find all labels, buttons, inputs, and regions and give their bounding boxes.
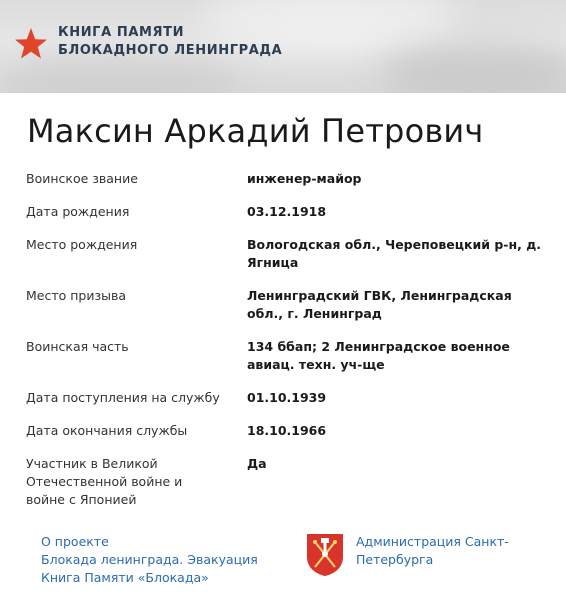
fact-label: Воинское звание xyxy=(26,171,138,186)
site-title-line1: КНИГА ПАМЯТИ xyxy=(58,25,185,40)
fact-value: инженер-майор xyxy=(247,171,362,186)
fact-value: 01.10.1939 xyxy=(247,390,327,405)
footer-link-memory-book[interactable]: Книга Памяти «Блокада» xyxy=(41,570,209,585)
person-name: Максин Аркадий Петрович xyxy=(27,112,484,150)
admin-spb-link[interactable]: Администрация Санкт-Петербурга xyxy=(356,534,509,567)
site-title-line2: БЛОКАДНОГО ЛЕНИНГРАДА xyxy=(58,43,283,58)
fact-value: 134 ббап; 2 Ленинградское военное авиац. техн. уч-ще xyxy=(247,339,510,372)
fact-label: Воинская часть xyxy=(26,339,129,354)
fact-label: Дата рождения xyxy=(26,204,130,219)
red-star-icon[interactable] xyxy=(14,27,48,61)
fact-value: Да xyxy=(247,456,267,471)
fact-value: Ленинградский ГВК, Ленинградская обл., г. Ленинград xyxy=(247,288,512,321)
footer-nav xyxy=(41,533,258,587)
spb-coat-of-arms-icon[interactable] xyxy=(306,533,344,577)
site-title-link[interactable] xyxy=(58,24,282,60)
fact-label: Дата поступления на службу xyxy=(26,390,220,405)
fact-value: 03.12.1918 xyxy=(247,204,327,219)
fact-label: Дата окончания службы xyxy=(26,423,188,438)
fact-label: Место рождения xyxy=(26,237,138,252)
footer-link-evacuation[interactable]: Блокада ленинграда. Эвакуация xyxy=(41,552,258,567)
fact-label: Участник в Великой Отечественной войне и войне с Японией xyxy=(26,456,183,507)
fact-value: Вологодская обл., Череповецкий р-н, д. Ягница xyxy=(247,237,542,270)
fact-value: 18.10.1966 xyxy=(247,423,327,438)
footer-link-about[interactable]: О проекте xyxy=(41,534,109,549)
site-header xyxy=(0,0,566,93)
fact-label: Место призыва xyxy=(26,288,127,303)
